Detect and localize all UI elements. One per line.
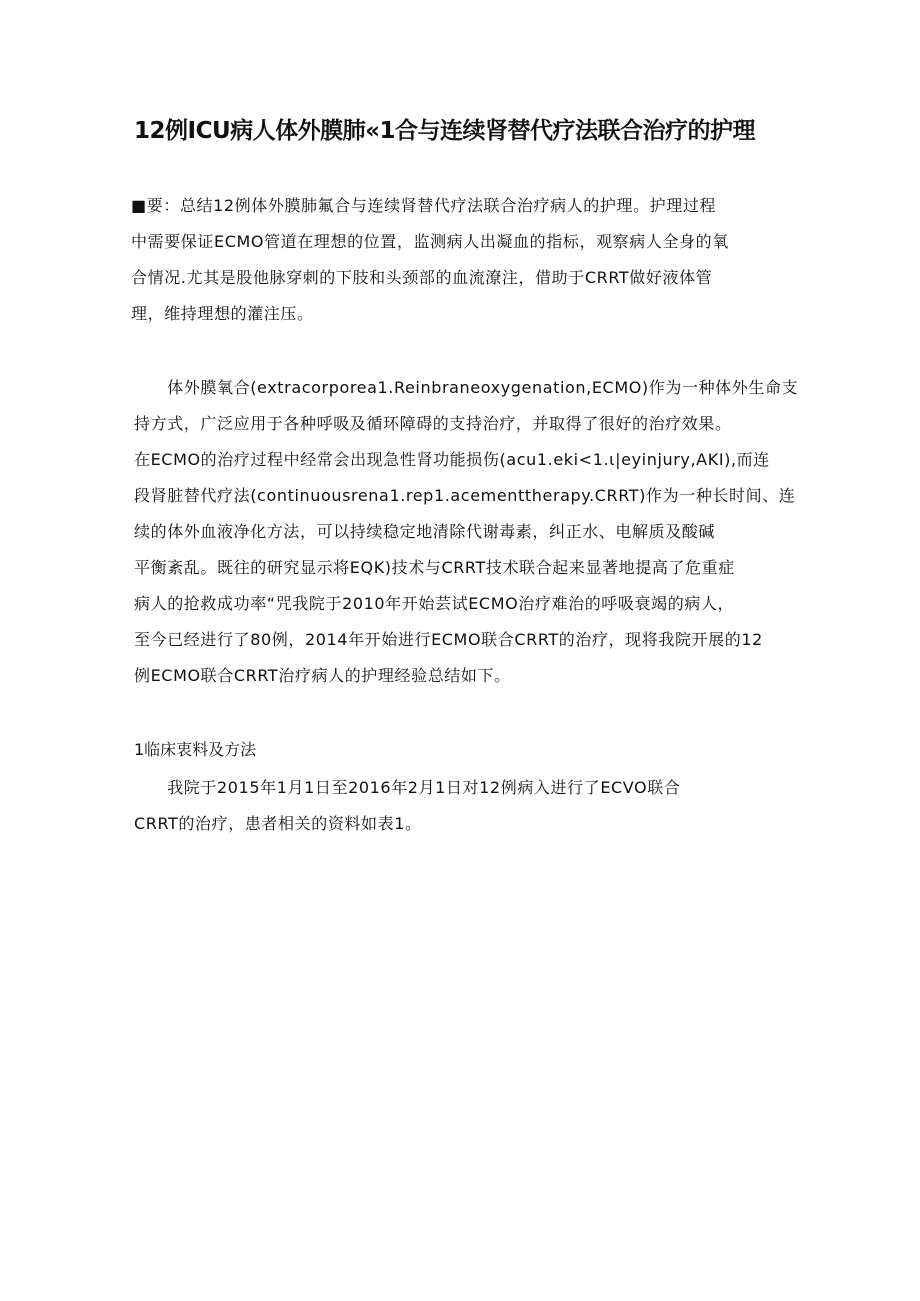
abstract-line: 中需要保证ECMO管道在理想的位置，监测病人出凝血的指标，观察病人全身的氧 bbox=[131, 232, 729, 251]
document-title: 12例ICU病人体外膜肺«1合与连续肾替代疗法联合治疗的护理 bbox=[134, 118, 755, 144]
intro-line: 平衡紊乱。既往的研究显示将EQK)技术与CRRT技术联合起来显著地提高了危重症 bbox=[134, 558, 735, 577]
abstract-paragraph bbox=[131, 188, 791, 332]
intro-line: 体外膜氧合(extracorporea1.Reinbraneoxygenation,ECMO)作为一种体外生命支 bbox=[134, 378, 799, 397]
intro-line: 在ECMO的治疗过程中经常会出现急性肾功能损伤(acu1.eki<1.ι|eyinjury,AKI),而连 bbox=[134, 450, 770, 469]
intro-line: 段肾脏替代疗法(continuousrena1.rep1.acementtherapy.CRRT)作为一种长时间、连 bbox=[134, 486, 796, 505]
method-line: CRRT的治疗，患者相关的资料如表1。 bbox=[134, 814, 422, 833]
method-paragraph bbox=[134, 770, 794, 842]
section-heading: 1临床衷料及方法 bbox=[134, 740, 257, 759]
intro-line: 续的体外血液净化方法，可以持续稳定地清除代谢毒素，纠正水、电解质及酸碱 bbox=[134, 522, 716, 541]
intro-line: 持方式，广泛应用于各种呼吸及循环障碍的支持治疗，并取得了很好的治疗效果。 bbox=[134, 414, 732, 433]
intro-line: 病人的抢救成功率“咒我院于2010年开始芸试ECMO治疗难治的呼吸衰竭的病人， bbox=[134, 594, 735, 613]
intro-line: 至今已经进行了80例，2014年开始进行ECMO联合CRRT的治疗，现将我院开展的12 bbox=[134, 630, 763, 649]
method-line: 我院于2015年1月1日至2016年2月1日对12例病入进行了ECVO联合 bbox=[134, 778, 681, 797]
abstract-line: ■要：总结12例体外膜肺氟合与连续肾替代疗法联合治疗病人的护理。护理过程 bbox=[131, 196, 717, 215]
abstract-line: 理，维持理想的灌注压。 bbox=[131, 304, 314, 323]
intro-paragraph bbox=[134, 370, 799, 694]
abstract-line: 合情况.尤其是股他脉穿刺的下肢和头颈部的血流潦注，借助于CRRT做好液体管 bbox=[131, 268, 713, 287]
intro-line: 例ECMO联合CRRT治疗病人的护理经验总结如下。 bbox=[134, 666, 511, 685]
